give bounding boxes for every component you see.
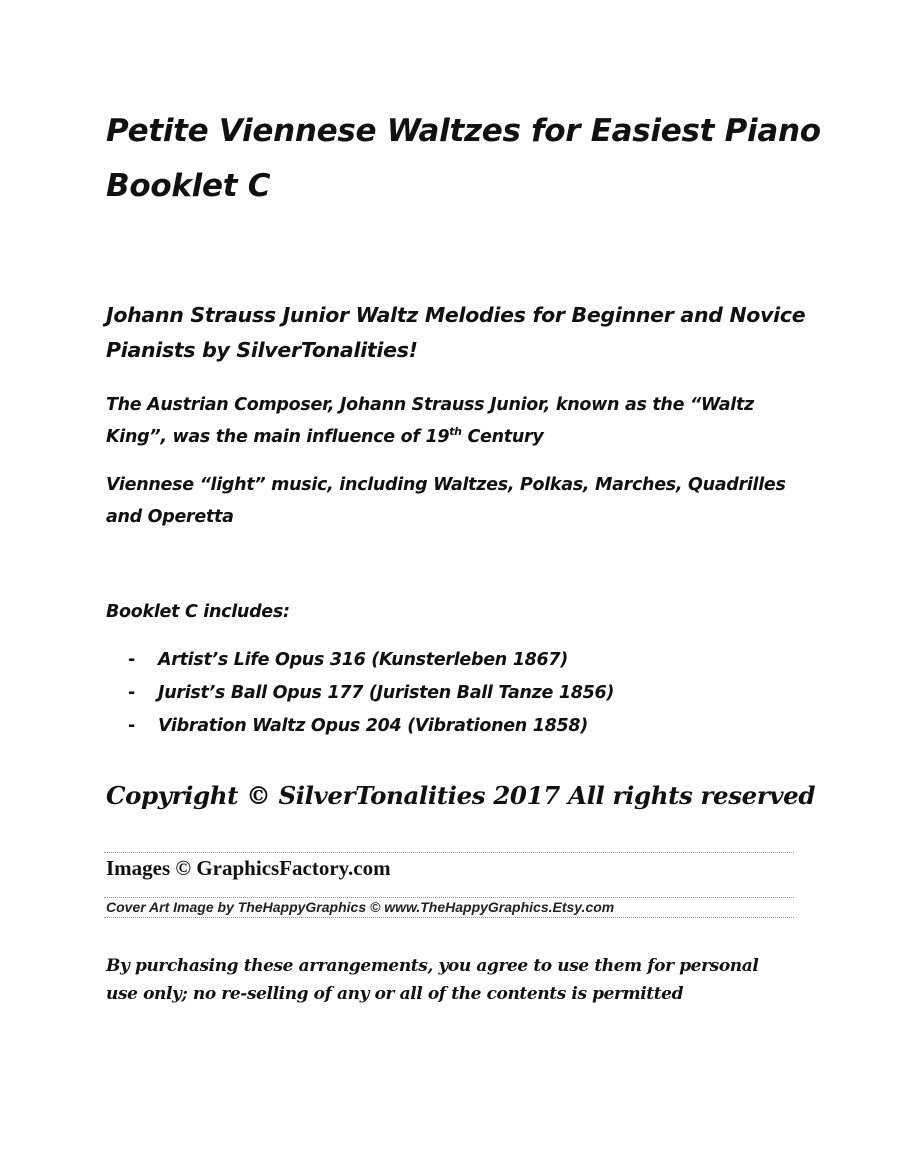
- intro-line-2: [106, 421, 866, 453]
- intro-line-1: The Austrian Composer, Johann Strauss Junior, known as the “Waltz: [106, 395, 754, 415]
- list-item: [128, 677, 614, 710]
- work-title: Jurist’s Ball Opus 177 (Juristen Ball Tanze 1856): [158, 683, 615, 703]
- list-item: [128, 710, 614, 743]
- work-title: Artist’s Life Opus 316 (Kunsterleben 1867): [158, 650, 568, 670]
- intro-line-2-tail: Century: [461, 427, 544, 447]
- intro-paragraph-2: [106, 469, 866, 533]
- disclaimer-line-1: By purchasing these arrangements, you agree to use them for personal: [106, 956, 759, 976]
- intro2-line-2: and Operetta: [106, 507, 234, 527]
- images-credit: Images © GraphicsFactory.com: [106, 856, 391, 880]
- page-title: [106, 104, 866, 214]
- list-bullet: -: [128, 683, 135, 703]
- list-bullet: -: [128, 716, 135, 736]
- subtitle-line-2: Pianists by SilverTonalities!: [106, 338, 418, 362]
- work-title: Vibration Waltz Opus 204 (Vibrationen 1858): [158, 716, 588, 736]
- title-line-1: Petite Viennese Waltzes for Easiest Piano: [106, 113, 821, 149]
- subtitle: [106, 298, 866, 368]
- copyright-notice: Copyright © SilverTonalities 2017 All rights reserved: [106, 781, 816, 810]
- intro-line-2-text: King”, was the main influence of 19: [106, 427, 450, 447]
- includes-heading: Booklet C includes:: [106, 602, 290, 622]
- title-line-2: Booklet C: [106, 168, 271, 204]
- intro2-line-1: Viennese “light” music, including Waltzes, Polkas, Marches, Quadrilles: [106, 475, 786, 495]
- ordinal-superscript: th: [449, 425, 462, 439]
- disclaimer-line-2: use only; no re-selling of any or all of the contents is permitted: [106, 984, 684, 1004]
- intro-paragraph: [106, 389, 866, 453]
- list-item: [128, 644, 614, 677]
- subtitle-line-1: Johann Strauss Junior Waltz Melodies for Beginner and Novice: [106, 303, 806, 327]
- usage-disclaimer: [106, 952, 826, 1008]
- list-bullet: -: [128, 650, 135, 670]
- dotted-divider: [104, 917, 794, 918]
- works-list: [128, 644, 614, 743]
- cover-art-credit: Cover Art Image by TheHappyGraphics © www.TheHappyGraphics.Etsy.com: [106, 899, 615, 915]
